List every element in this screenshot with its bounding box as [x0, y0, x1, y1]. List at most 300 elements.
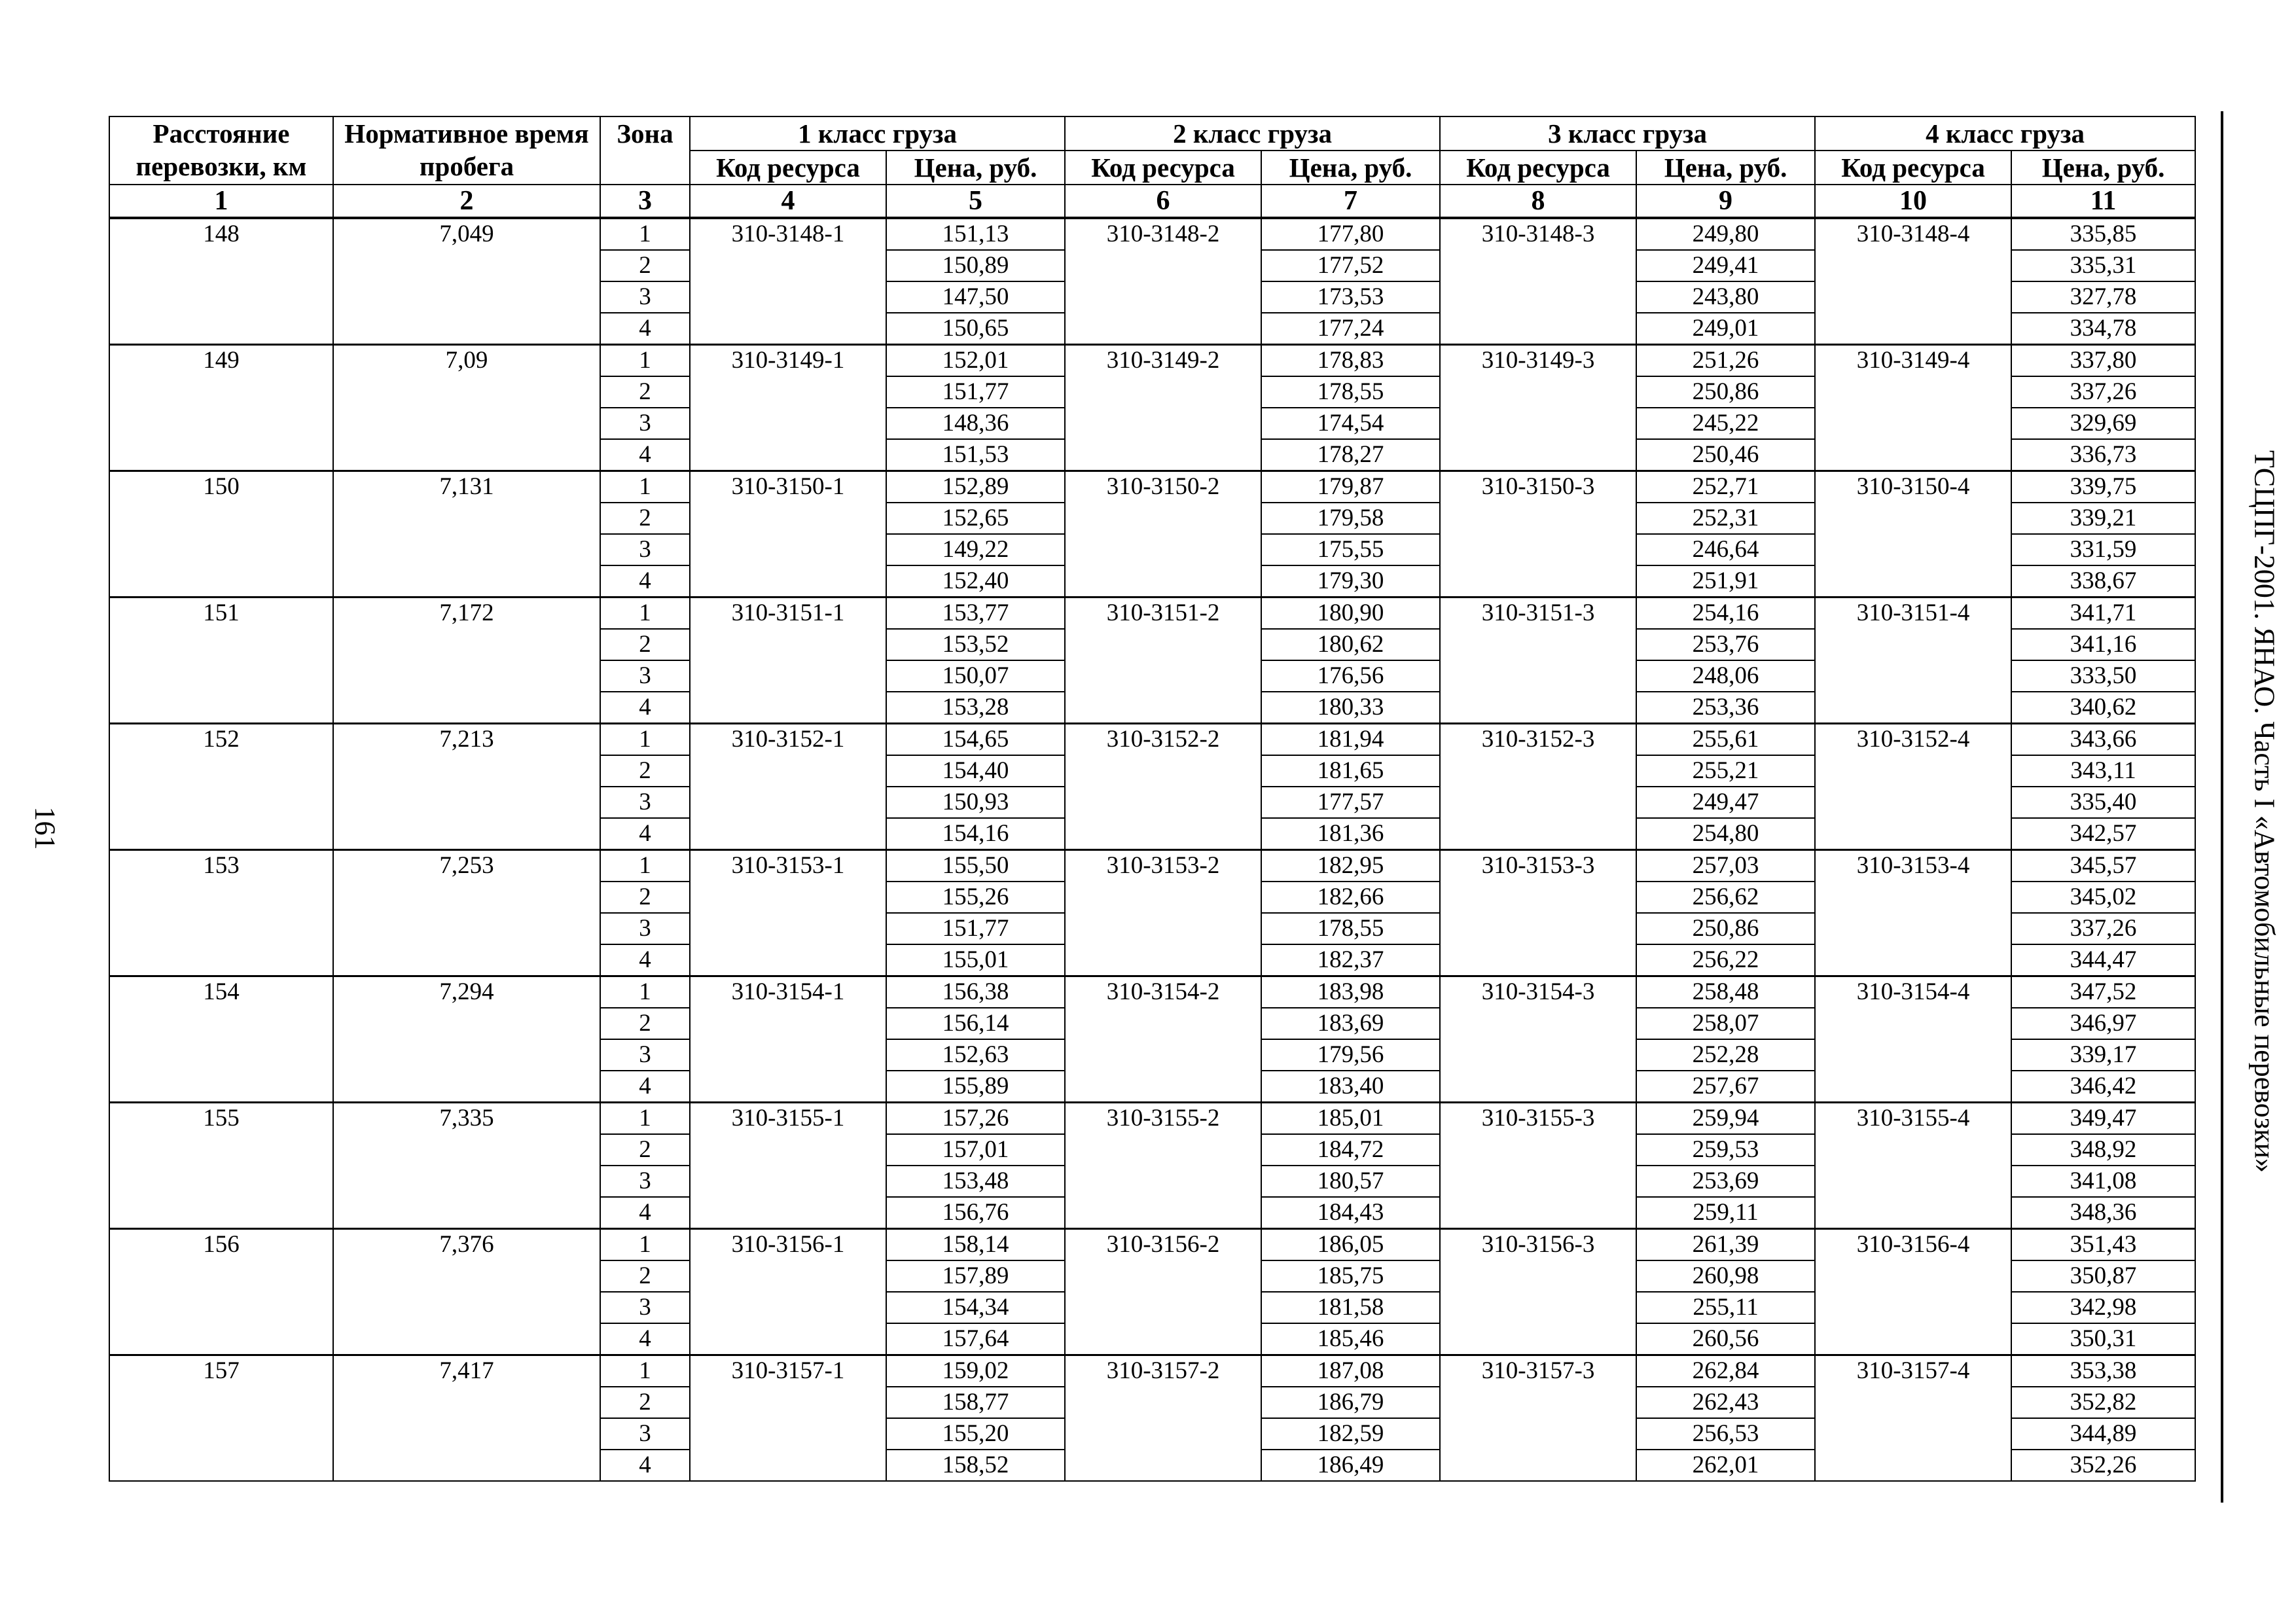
price-cell: 257,03 — [1636, 850, 1815, 882]
price-cell: 262,43 — [1636, 1387, 1815, 1418]
zone-cell: 4 — [600, 1197, 690, 1229]
norm-time-cell: 7,213 — [333, 724, 600, 850]
price-cell: 250,86 — [1636, 913, 1815, 944]
price-cell: 157,01 — [886, 1134, 1065, 1166]
price-cell: 337,80 — [2011, 345, 2195, 377]
price-cell: 248,06 — [1636, 660, 1815, 692]
zone-cell: 2 — [600, 1008, 690, 1039]
col-number: 1 — [109, 185, 333, 218]
price-cell: 253,76 — [1636, 629, 1815, 660]
price-cell: 254,80 — [1636, 818, 1815, 850]
price-cell: 251,26 — [1636, 345, 1815, 377]
price-cell: 152,89 — [886, 471, 1065, 503]
zone-cell: 2 — [600, 1260, 690, 1292]
price-cell: 181,58 — [1261, 1292, 1440, 1323]
zone-cell: 4 — [600, 944, 690, 976]
price-cell: 259,94 — [1636, 1103, 1815, 1135]
price-cell: 252,28 — [1636, 1039, 1815, 1071]
resource-code-cell: 310-3151-2 — [1065, 597, 1261, 724]
table-row — [109, 345, 2195, 377]
price-cell: 345,57 — [2011, 850, 2195, 882]
price-cell: 345,02 — [2011, 882, 2195, 913]
price-cell: 155,89 — [886, 1071, 1065, 1103]
price-cell: 334,78 — [2011, 313, 2195, 345]
price-cell: 350,87 — [2011, 1260, 2195, 1292]
resource-code-cell: 310-3152-3 — [1440, 724, 1636, 850]
price-cell: 249,80 — [1636, 218, 1815, 250]
price-cell: 174,54 — [1261, 408, 1440, 439]
price-cell: 182,59 — [1261, 1418, 1440, 1450]
price-cell: 182,95 — [1261, 850, 1440, 882]
resource-code-cell: 310-3151-3 — [1440, 597, 1636, 724]
price-cell: 177,57 — [1261, 787, 1440, 818]
table-row — [109, 597, 2195, 630]
zone-cell: 3 — [600, 1292, 690, 1323]
price-cell: 183,40 — [1261, 1071, 1440, 1103]
zone-cell: 2 — [600, 755, 690, 787]
price-cell: 344,89 — [2011, 1418, 2195, 1450]
price-cell: 186,79 — [1261, 1387, 1440, 1418]
header-zone: Зона — [600, 116, 690, 185]
distance-cell: 153 — [109, 850, 333, 976]
zone-cell: 3 — [600, 1039, 690, 1071]
zone-cell: 3 — [600, 660, 690, 692]
price-cell: 155,50 — [886, 850, 1065, 882]
resource-code-cell: 310-3156-4 — [1815, 1229, 2011, 1355]
price-cell: 151,13 — [886, 218, 1065, 250]
price-cell: 153,48 — [886, 1166, 1065, 1197]
zone-cell: 2 — [600, 629, 690, 660]
price-cell: 349,47 — [2011, 1103, 2195, 1135]
price-cell: 148,36 — [886, 408, 1065, 439]
col-number: 6 — [1065, 185, 1261, 218]
price-cell: 181,94 — [1261, 724, 1440, 756]
norm-time-cell: 7,417 — [333, 1355, 600, 1482]
zone-cell: 3 — [600, 913, 690, 944]
price-cell: 156,38 — [886, 976, 1065, 1008]
resource-code-cell: 310-3148-1 — [690, 218, 886, 345]
resource-code-cell: 310-3152-4 — [1815, 724, 2011, 850]
price-cell: 153,28 — [886, 692, 1065, 724]
resource-code-cell: 310-3148-3 — [1440, 218, 1636, 345]
price-cell: 249,47 — [1636, 787, 1815, 818]
price-cell: 258,07 — [1636, 1008, 1815, 1039]
zone-cell: 2 — [600, 882, 690, 913]
price-cell: 343,11 — [2011, 755, 2195, 787]
price-cell: 176,56 — [1261, 660, 1440, 692]
header-class-3: 3 класс груза — [1440, 116, 1815, 151]
col-number: 5 — [886, 185, 1065, 218]
distance-cell: 151 — [109, 597, 333, 724]
price-cell: 177,80 — [1261, 218, 1440, 250]
resource-code-cell: 310-3149-3 — [1440, 345, 1636, 471]
price-cell: 155,01 — [886, 944, 1065, 976]
resource-code-cell: 310-3154-1 — [690, 976, 886, 1103]
price-cell: 177,52 — [1261, 250, 1440, 281]
price-cell: 183,98 — [1261, 976, 1440, 1008]
col-number: 11 — [2011, 185, 2195, 218]
price-cell: 173,53 — [1261, 281, 1440, 313]
resource-code-cell: 310-3150-1 — [690, 471, 886, 597]
price-cell: 150,93 — [886, 787, 1065, 818]
tariff-table — [109, 116, 2196, 1482]
price-cell: 347,52 — [2011, 976, 2195, 1008]
price-cell: 348,36 — [2011, 1197, 2195, 1229]
zone-cell: 4 — [600, 439, 690, 471]
price-cell: 152,65 — [886, 503, 1065, 534]
price-cell: 185,01 — [1261, 1103, 1440, 1135]
price-cell: 157,64 — [886, 1323, 1065, 1355]
price-cell: 154,65 — [886, 724, 1065, 756]
distance-cell: 154 — [109, 976, 333, 1103]
norm-time-cell: 7,09 — [333, 345, 600, 471]
header-code: Код ресурса — [1815, 151, 2011, 185]
price-cell: 175,55 — [1261, 534, 1440, 565]
resource-code-cell: 310-3148-2 — [1065, 218, 1261, 345]
distance-cell: 148 — [109, 218, 333, 345]
price-cell: 153,77 — [886, 597, 1065, 630]
price-cell: 149,22 — [886, 534, 1065, 565]
price-cell: 256,22 — [1636, 944, 1815, 976]
price-cell: 179,87 — [1261, 471, 1440, 503]
price-cell: 185,46 — [1261, 1323, 1440, 1355]
zone-cell: 1 — [600, 850, 690, 882]
resource-code-cell: 310-3156-3 — [1440, 1229, 1636, 1355]
price-cell: 339,17 — [2011, 1039, 2195, 1071]
col-number: 7 — [1261, 185, 1440, 218]
resource-code-cell: 310-3155-1 — [690, 1103, 886, 1229]
resource-code-cell: 310-3151-1 — [690, 597, 886, 724]
header-class-1: 1 класс груза — [690, 116, 1065, 151]
price-cell: 346,42 — [2011, 1071, 2195, 1103]
price-cell: 352,82 — [2011, 1387, 2195, 1418]
resource-code-cell: 310-3149-1 — [690, 345, 886, 471]
price-cell: 147,50 — [886, 281, 1065, 313]
resource-code-cell: 310-3150-2 — [1065, 471, 1261, 597]
price-cell: 183,69 — [1261, 1008, 1440, 1039]
header-code: Код ресурса — [1065, 151, 1261, 185]
zone-cell: 1 — [600, 976, 690, 1008]
price-cell: 151,53 — [886, 439, 1065, 471]
zone-cell: 3 — [600, 1418, 690, 1450]
col-number: 3 — [600, 185, 690, 218]
zone-cell: 2 — [600, 376, 690, 408]
price-cell: 179,30 — [1261, 565, 1440, 597]
distance-cell: 149 — [109, 345, 333, 471]
price-cell: 156,14 — [886, 1008, 1065, 1039]
header-price: Цена, руб. — [1261, 151, 1440, 185]
price-cell: 151,77 — [886, 913, 1065, 944]
table-header — [109, 116, 2195, 218]
header-code: Код ресурса — [690, 151, 886, 185]
zone-cell: 3 — [600, 281, 690, 313]
price-cell: 257,67 — [1636, 1071, 1815, 1103]
zone-cell: 4 — [600, 818, 690, 850]
price-cell: 348,92 — [2011, 1134, 2195, 1166]
table-row — [109, 1229, 2195, 1261]
price-cell: 158,14 — [886, 1229, 1065, 1261]
price-cell: 338,67 — [2011, 565, 2195, 597]
norm-time-cell: 7,172 — [333, 597, 600, 724]
price-cell: 158,77 — [886, 1387, 1065, 1418]
price-cell: 246,64 — [1636, 534, 1815, 565]
price-cell: 152,63 — [886, 1039, 1065, 1071]
col-number: 8 — [1440, 185, 1636, 218]
price-cell: 178,55 — [1261, 376, 1440, 408]
zone-cell: 1 — [600, 1103, 690, 1135]
zone-cell: 4 — [600, 313, 690, 345]
price-cell: 339,75 — [2011, 471, 2195, 503]
resource-code-cell: 310-3155-3 — [1440, 1103, 1636, 1229]
price-cell: 187,08 — [1261, 1355, 1440, 1387]
zone-cell: 3 — [600, 1166, 690, 1197]
table-body — [109, 218, 2195, 1481]
price-cell: 157,89 — [886, 1260, 1065, 1292]
zone-cell: 2 — [600, 1134, 690, 1166]
price-cell: 152,40 — [886, 565, 1065, 597]
page-number: 161 — [29, 806, 62, 850]
price-cell: 255,11 — [1636, 1292, 1815, 1323]
norm-time-cell: 7,335 — [333, 1103, 600, 1229]
header-price: Цена, руб. — [1636, 151, 1815, 185]
resource-code-cell: 310-3155-4 — [1815, 1103, 2011, 1229]
price-cell: 155,20 — [886, 1418, 1065, 1450]
norm-time-cell: 7,131 — [333, 471, 600, 597]
price-cell: 251,91 — [1636, 565, 1815, 597]
distance-cell: 156 — [109, 1229, 333, 1355]
price-cell: 156,76 — [886, 1197, 1065, 1229]
zone-cell: 1 — [600, 724, 690, 756]
price-cell: 180,33 — [1261, 692, 1440, 724]
price-cell: 350,31 — [2011, 1323, 2195, 1355]
price-cell: 253,69 — [1636, 1166, 1815, 1197]
resource-code-cell: 310-3148-4 — [1815, 218, 2011, 345]
price-cell: 254,16 — [1636, 597, 1815, 630]
price-cell: 327,78 — [2011, 281, 2195, 313]
zone-cell: 4 — [600, 1071, 690, 1103]
price-cell: 243,80 — [1636, 281, 1815, 313]
resource-code-cell: 310-3152-2 — [1065, 724, 1261, 850]
price-cell: 353,38 — [2011, 1355, 2195, 1387]
zone-cell: 4 — [600, 1323, 690, 1355]
price-cell: 152,01 — [886, 345, 1065, 377]
price-cell: 262,84 — [1636, 1355, 1815, 1387]
price-cell: 154,40 — [886, 755, 1065, 787]
price-cell: 335,85 — [2011, 218, 2195, 250]
distance-cell: 150 — [109, 471, 333, 597]
price-cell: 342,98 — [2011, 1292, 2195, 1323]
col-number: 2 — [333, 185, 600, 218]
zone-cell: 1 — [600, 1229, 690, 1261]
side-rule — [2221, 111, 2223, 1503]
zone-cell: 2 — [600, 503, 690, 534]
zone-cell: 4 — [600, 692, 690, 724]
price-cell: 181,36 — [1261, 818, 1440, 850]
price-cell: 352,26 — [2011, 1450, 2195, 1481]
price-cell: 182,66 — [1261, 882, 1440, 913]
price-cell: 341,71 — [2011, 597, 2195, 630]
resource-code-cell: 310-3153-2 — [1065, 850, 1261, 976]
header-distance: Расстояние перевозки, км — [109, 116, 333, 185]
price-cell: 186,49 — [1261, 1450, 1440, 1481]
price-cell: 255,61 — [1636, 724, 1815, 756]
header-price: Цена, руб. — [2011, 151, 2195, 185]
zone-cell: 1 — [600, 218, 690, 250]
price-cell: 333,50 — [2011, 660, 2195, 692]
price-cell: 185,75 — [1261, 1260, 1440, 1292]
resource-code-cell: 310-3153-3 — [1440, 850, 1636, 976]
table-row — [109, 1355, 2195, 1387]
header-code: Код ресурса — [1440, 151, 1636, 185]
price-cell: 150,07 — [886, 660, 1065, 692]
price-cell: 158,52 — [886, 1450, 1065, 1481]
price-cell: 351,43 — [2011, 1229, 2195, 1261]
zone-cell: 1 — [600, 597, 690, 630]
price-cell: 181,65 — [1261, 755, 1440, 787]
header-price: Цена, руб. — [886, 151, 1065, 185]
price-cell: 151,77 — [886, 376, 1065, 408]
price-cell: 250,86 — [1636, 376, 1815, 408]
table-row — [109, 724, 2195, 756]
price-cell: 178,27 — [1261, 439, 1440, 471]
price-cell: 249,01 — [1636, 313, 1815, 345]
norm-time-cell: 7,049 — [333, 218, 600, 345]
resource-code-cell: 310-3149-2 — [1065, 345, 1261, 471]
resource-code-cell: 310-3154-4 — [1815, 976, 2011, 1103]
price-cell: 329,69 — [2011, 408, 2195, 439]
norm-time-cell: 7,376 — [333, 1229, 600, 1355]
price-cell: 260,56 — [1636, 1323, 1815, 1355]
price-cell: 255,21 — [1636, 755, 1815, 787]
resource-code-cell: 310-3151-4 — [1815, 597, 2011, 724]
resource-code-cell: 310-3157-2 — [1065, 1355, 1261, 1482]
price-cell: 343,66 — [2011, 724, 2195, 756]
zone-cell: 2 — [600, 250, 690, 281]
table-row — [109, 850, 2195, 882]
price-cell: 180,62 — [1261, 629, 1440, 660]
col-number: 9 — [1636, 185, 1815, 218]
zone-cell: 1 — [600, 345, 690, 377]
price-cell: 256,53 — [1636, 1418, 1815, 1450]
zone-cell: 1 — [600, 471, 690, 503]
price-cell: 337,26 — [2011, 376, 2195, 408]
price-cell: 179,58 — [1261, 503, 1440, 534]
price-cell: 342,57 — [2011, 818, 2195, 850]
price-cell: 256,62 — [1636, 882, 1815, 913]
price-cell: 339,21 — [2011, 503, 2195, 534]
price-cell: 260,98 — [1636, 1260, 1815, 1292]
norm-time-cell: 7,253 — [333, 850, 600, 976]
price-cell: 150,65 — [886, 313, 1065, 345]
price-cell: 346,97 — [2011, 1008, 2195, 1039]
price-cell: 249,41 — [1636, 250, 1815, 281]
header-class-2: 2 класс груза — [1065, 116, 1440, 151]
price-cell: 245,22 — [1636, 408, 1815, 439]
zone-cell: 4 — [600, 1450, 690, 1481]
price-cell: 341,16 — [2011, 629, 2195, 660]
price-cell: 153,52 — [886, 629, 1065, 660]
price-cell: 336,73 — [2011, 439, 2195, 471]
price-cell: 179,56 — [1261, 1039, 1440, 1071]
distance-cell: 155 — [109, 1103, 333, 1229]
price-cell: 253,36 — [1636, 692, 1815, 724]
header-class-4: 4 класс груза — [1815, 116, 2195, 151]
zone-cell: 1 — [600, 1355, 690, 1387]
resource-code-cell: 310-3149-4 — [1815, 345, 2011, 471]
price-cell: 159,02 — [886, 1355, 1065, 1387]
resource-code-cell: 310-3150-3 — [1440, 471, 1636, 597]
zone-cell: 3 — [600, 787, 690, 818]
distance-cell: 152 — [109, 724, 333, 850]
table-row — [109, 218, 2195, 250]
price-cell: 335,40 — [2011, 787, 2195, 818]
price-cell: 252,71 — [1636, 471, 1815, 503]
price-cell: 261,39 — [1636, 1229, 1815, 1261]
price-cell: 262,01 — [1636, 1450, 1815, 1481]
header-norm-time: Нормативное время пробега — [333, 116, 600, 185]
price-cell: 335,31 — [2011, 250, 2195, 281]
price-cell: 258,48 — [1636, 976, 1815, 1008]
price-cell: 184,72 — [1261, 1134, 1440, 1166]
price-cell: 177,24 — [1261, 313, 1440, 345]
zone-cell: 3 — [600, 534, 690, 565]
price-cell: 178,83 — [1261, 345, 1440, 377]
resource-code-cell: 310-3157-1 — [690, 1355, 886, 1482]
side-title: ТСЦПГ-2001. ЯНАО. Часть I «Автомобильные перевозки» — [2248, 450, 2281, 1173]
price-cell: 186,05 — [1261, 1229, 1440, 1261]
price-cell: 337,26 — [2011, 913, 2195, 944]
price-cell: 182,37 — [1261, 944, 1440, 976]
price-cell: 341,08 — [2011, 1166, 2195, 1197]
price-cell: 340,62 — [2011, 692, 2195, 724]
price-cell: 252,31 — [1636, 503, 1815, 534]
table-row — [109, 1103, 2195, 1135]
table-row — [109, 976, 2195, 1008]
resource-code-cell: 310-3154-2 — [1065, 976, 1261, 1103]
resource-code-cell: 310-3157-4 — [1815, 1355, 2011, 1482]
price-cell: 344,47 — [2011, 944, 2195, 976]
resource-code-cell: 310-3150-4 — [1815, 471, 2011, 597]
price-cell: 155,26 — [886, 882, 1065, 913]
zone-cell: 3 — [600, 408, 690, 439]
price-cell: 259,11 — [1636, 1197, 1815, 1229]
resource-code-cell: 310-3153-4 — [1815, 850, 2011, 976]
zone-cell: 2 — [600, 1387, 690, 1418]
zone-cell: 4 — [600, 565, 690, 597]
price-cell: 180,57 — [1261, 1166, 1440, 1197]
resource-code-cell: 310-3153-1 — [690, 850, 886, 976]
price-cell: 157,26 — [886, 1103, 1065, 1135]
resource-code-cell: 310-3152-1 — [690, 724, 886, 850]
resource-code-cell: 310-3155-2 — [1065, 1103, 1261, 1229]
distance-cell: 157 — [109, 1355, 333, 1482]
resource-code-cell: 310-3157-3 — [1440, 1355, 1636, 1482]
resource-code-cell: 310-3154-3 — [1440, 976, 1636, 1103]
price-cell: 250,46 — [1636, 439, 1815, 471]
resource-code-cell: 310-3156-1 — [690, 1229, 886, 1355]
col-number: 10 — [1815, 185, 2011, 218]
price-cell: 154,16 — [886, 818, 1065, 850]
price-cell: 331,59 — [2011, 534, 2195, 565]
price-cell: 178,55 — [1261, 913, 1440, 944]
price-cell: 150,89 — [886, 250, 1065, 281]
resource-code-cell: 310-3156-2 — [1065, 1229, 1261, 1355]
price-cell: 259,53 — [1636, 1134, 1815, 1166]
price-cell: 184,43 — [1261, 1197, 1440, 1229]
price-cell: 154,34 — [886, 1292, 1065, 1323]
col-number: 4 — [690, 185, 886, 218]
price-cell: 180,90 — [1261, 597, 1440, 630]
